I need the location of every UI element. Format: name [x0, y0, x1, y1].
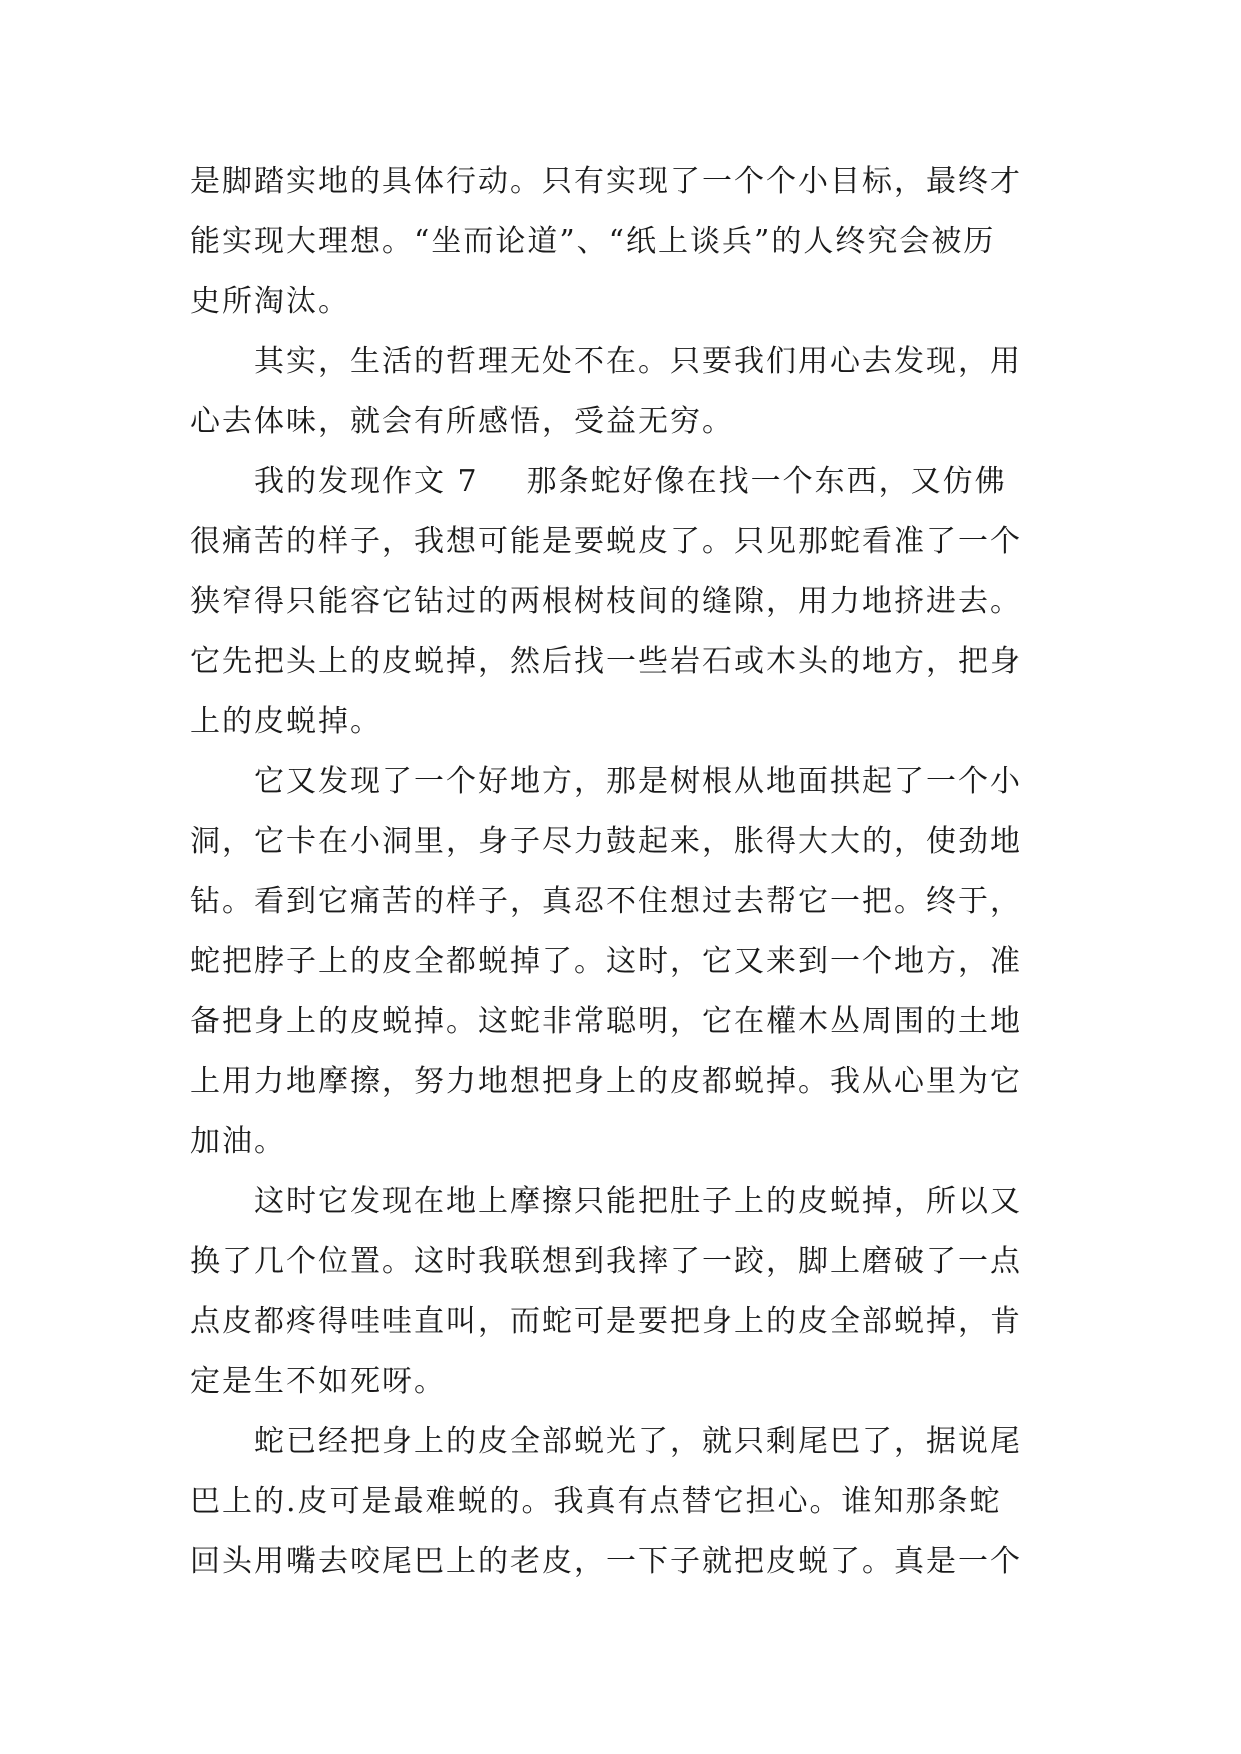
- text-line: 其实，生活的哲理无处不在。只要我们用心去发现，用: [254, 344, 1022, 379]
- text-line: 蛇把脖子上的皮全都蜕掉了。这时，它又来到一个地方，准: [190, 944, 1022, 979]
- text-line: 换了几个位置。这时我联想到我摔了一跤，脚上磨破了一点: [190, 1244, 1022, 1279]
- text-line: 能实现大理想。“坐而论道”、“纸上谈兵”的人终究会被历: [190, 224, 996, 259]
- text-line: 心去体味，就会有所感悟，受益无穷。: [190, 404, 734, 439]
- text-line: 加油。: [190, 1124, 286, 1159]
- text-line: 蛇已经把身上的皮全部蜕光了，就只剩尾巴了，据说尾: [254, 1424, 1022, 1459]
- text-line: 上的皮蜕掉。: [190, 704, 382, 739]
- heading-line: [190, 452, 1070, 512]
- text-line: 备把身上的皮蜕掉。这蛇非常聪明，它在權木丛周围的土地: [190, 1004, 1022, 1039]
- text-line: 洞，它卡在小洞里，身子尽力鼓起来，胀得大大的，使劲地: [190, 824, 1022, 859]
- text-line: 史所淘汰。: [190, 284, 350, 319]
- text-line: 定是生不如死呀。: [190, 1364, 446, 1399]
- text-line: 这时它发现在地上摩擦只能把肚子上的皮蜕掉，所以又: [254, 1184, 1022, 1219]
- essay-body: [190, 152, 1070, 1592]
- text-line: 是脚踏实地的具体行动。只有实现了一个个小目标，最终才: [190, 164, 1022, 199]
- text-line: 上用力地摩擦，努力地想把身上的皮都蜕掉。我从心里为它: [190, 1064, 1022, 1099]
- text-line: 它又发现了一个好地方，那是树根从地面拱起了一个小: [254, 764, 1022, 799]
- essay-title: 我的发现作文 7: [254, 464, 479, 499]
- text-line: 点皮都疼得哇哇直叫，而蛇可是要把身上的皮全部蜕掉，肯: [190, 1304, 1022, 1339]
- text-line: 回头用嘴去咬尾巴上的老皮，一下子就把皮蜕了。真是一个: [190, 1544, 1022, 1579]
- text-line: 钻。看到它痛苦的样子，真忍不住想过去帮它一把。终于，: [190, 884, 1022, 919]
- text-line: 巴上的.皮可是最难蜕的。我真有点替它担心。谁知那条蛇: [190, 1484, 1002, 1519]
- text-line: 狭窄得只能容它钻过的两根树枝间的缝隙，用力地挤进去。: [190, 584, 1022, 619]
- text-line: 很痛苦的样子，我想可能是要蜕皮了。只见那蛇看准了一个: [190, 524, 1022, 559]
- text-line: 它先把头上的皮蜕掉，然后找一些岩石或木头的地方，把身: [190, 644, 1022, 679]
- text-line: 那条蛇好像在找一个东西，又仿佛: [526, 464, 1007, 499]
